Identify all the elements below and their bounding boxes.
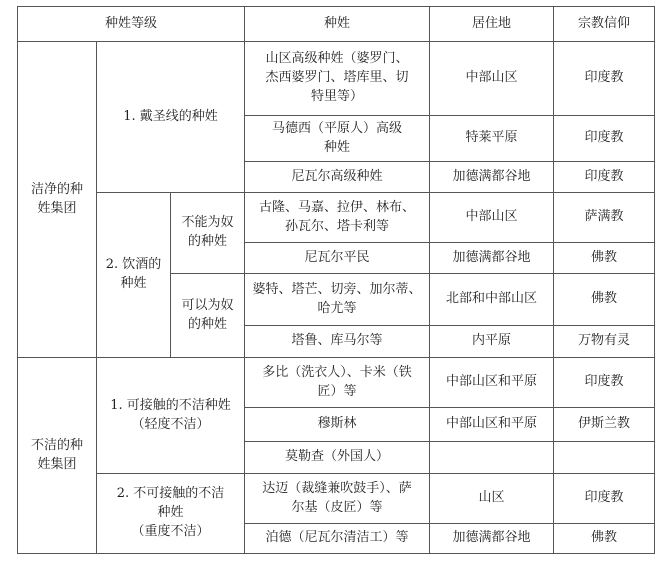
group-name: 洁净的种 姓集团 xyxy=(18,42,97,358)
caste-cell: 山区高级种姓（婆罗门、 杰西婆罗门、塔库里、切 特里等） xyxy=(245,42,430,116)
religion-cell xyxy=(554,442,655,474)
table-row xyxy=(18,474,655,524)
caste-cell: 多比（洗衣人）、卡米（铁 匠）等 xyxy=(245,358,430,408)
subgroup-label: 2. 不可接触的不洁 种姓 （重度不洁） xyxy=(97,474,245,554)
religion-cell: 伊斯兰教 xyxy=(554,408,655,442)
religion-cell: 佛教 xyxy=(554,243,655,274)
residence-cell: 山区 xyxy=(430,474,554,524)
caste-table xyxy=(17,6,655,554)
caste-cell: 泊德（尼瓦尔清洁工）等 xyxy=(245,524,430,554)
residence-cell: 内平原 xyxy=(430,326,554,358)
residence-cell xyxy=(430,442,554,474)
table-row xyxy=(18,42,655,116)
religion-cell: 佛教 xyxy=(554,524,655,554)
caste-cell: 穆斯林 xyxy=(245,408,430,442)
residence-cell: 中部山区和平原 xyxy=(430,408,554,442)
caste-cell: 马德西（平原人）高级 种姓 xyxy=(245,116,430,162)
caste-cell: 古隆、马嘉、拉伊、林布、 孙瓦尔、塔卡利等 xyxy=(245,193,430,243)
residence-cell: 加德满都谷地 xyxy=(430,162,554,193)
religion-cell: 印度教 xyxy=(554,358,655,408)
religion-cell: 印度教 xyxy=(554,474,655,524)
subgroup-label: 1. 戴圣线的种姓 xyxy=(97,42,245,193)
residence-cell: 加德满都谷地 xyxy=(430,524,554,554)
caste-cell: 达迈（裁缝兼吹鼓手）、萨 尔基（皮匠）等 xyxy=(245,474,430,524)
subgroup-label: 可以为奴 的种姓 xyxy=(171,274,245,358)
residence-cell: 中部山区和平原 xyxy=(430,358,554,408)
header-caste: 种姓 xyxy=(245,7,430,42)
header-caste-level: 种姓等级 xyxy=(18,7,245,42)
caste-cell: 尼瓦尔高级种姓 xyxy=(245,162,430,193)
caste-cell: 婆特、塔芒、切旁、加尔蒂、 哈尤等 xyxy=(245,274,430,326)
table-row xyxy=(18,193,655,243)
subgroup-label: 不能为奴 的种姓 xyxy=(171,193,245,274)
residence-cell: 中部山区 xyxy=(430,42,554,116)
residence-cell: 北部和中部山区 xyxy=(430,274,554,326)
religion-cell: 印度教 xyxy=(554,42,655,116)
subgroup-label: 2. 饮酒的 种姓 xyxy=(97,193,171,358)
caste-cell: 尼瓦尔平民 xyxy=(245,243,430,274)
header-religion: 宗教信仰 xyxy=(554,7,655,42)
group-name: 不洁的种 姓集团 xyxy=(18,358,97,554)
header-row xyxy=(18,7,655,42)
header-residence: 居住地 xyxy=(430,7,554,42)
subgroup-label: 1. 可接触的不洁种姓 （轻度不洁） xyxy=(97,358,245,474)
table-row xyxy=(18,358,655,408)
residence-cell: 加德满都谷地 xyxy=(430,243,554,274)
religion-cell: 印度教 xyxy=(554,116,655,162)
residence-cell: 特莱平原 xyxy=(430,116,554,162)
residence-cell: 中部山区 xyxy=(430,193,554,243)
religion-cell: 印度教 xyxy=(554,162,655,193)
religion-cell: 萨满教 xyxy=(554,193,655,243)
religion-cell: 万物有灵 xyxy=(554,326,655,358)
caste-cell: 莫勒查（外国人） xyxy=(245,442,430,474)
caste-cell: 塔鲁、库马尔等 xyxy=(245,326,430,358)
religion-cell: 佛教 xyxy=(554,274,655,326)
